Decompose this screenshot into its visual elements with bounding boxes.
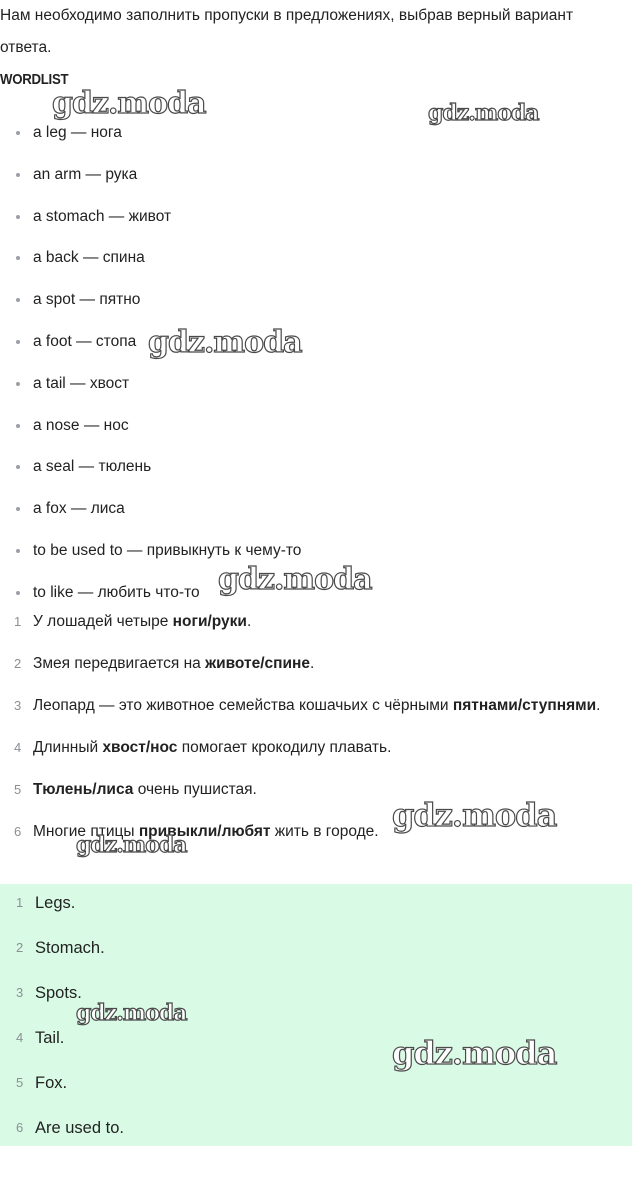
question-number: 4 [14, 740, 22, 755]
question-item: 4 Длинный хвост/нос помогает крокодилу плавать. [0, 731, 620, 765]
answer-options: хвост/нос [102, 739, 178, 756]
answer-options: Тюлень/лиса [33, 781, 134, 798]
answer-number: 6 [16, 1120, 24, 1135]
answer-item: 3 Spots. [0, 980, 620, 1025]
answer-number: 1 [16, 895, 24, 910]
question-item: 1 У лошадей четыре ноги/руки. [0, 605, 620, 639]
bullet-icon [16, 215, 20, 219]
answer-item: 6 Are used to. [0, 1115, 620, 1160]
wordlist-item: a foot — стопа [0, 321, 620, 363]
task-instructions: Нам необходимо заполнить пропуски в предложениях, выбрав верный вариант ответа. [0, 7, 574, 56]
watermark: gdz.moda [148, 325, 302, 360]
question-number: 5 [14, 782, 22, 797]
question-number: 2 [14, 656, 22, 671]
answer-number: 3 [16, 985, 24, 1000]
watermark: gdz.moda [392, 796, 557, 834]
question-item: 5 Тюлень/лиса очень пушистая. [0, 773, 620, 807]
question-number: 6 [14, 824, 22, 839]
question-number: 1 [14, 614, 22, 629]
answer-number: 2 [16, 940, 24, 955]
answer-number: 5 [16, 1075, 24, 1090]
answer-panel [0, 884, 632, 1146]
wordlist-item: a seal — тюлень [0, 446, 620, 488]
bullet-icon [16, 424, 20, 428]
wordlist-item: a fox — лиса [0, 488, 620, 530]
wordlist-item: a nose — нос [0, 405, 620, 447]
bullet-icon [16, 465, 20, 469]
wordlist-item: a spot — пятно [0, 279, 620, 321]
wordlist-item: to be used to — привыкнуть к чему-то [0, 530, 620, 572]
answer-options: животе/спине [205, 655, 311, 672]
question-item: 3 Леопард — это животное семейства кошачьих с чёрными пятнами/ступнями. [0, 689, 620, 723]
question-number: 3 [14, 698, 22, 713]
bullet-icon [16, 173, 20, 177]
answer-item: 1 Legs. [0, 890, 620, 935]
bullet-icon [16, 382, 20, 386]
answer-options: пятнами/ступнями [452, 697, 597, 714]
bullet-icon [16, 131, 20, 135]
question-item: 2 Змея передвигается на животе/спине. [0, 647, 620, 681]
bullet-icon [16, 549, 20, 553]
answer-options: ноги/руки [172, 613, 247, 630]
answer-item: 5 Fox. [0, 1070, 620, 1115]
bullet-icon [16, 256, 20, 260]
bullet-icon [16, 298, 20, 302]
wordlist-item: a leg — нога [0, 112, 620, 154]
watermark: gdz.moda [218, 562, 372, 597]
watermark: gdz.moda [76, 1000, 187, 1026]
bullet-icon [16, 591, 20, 595]
question-item: 6 Многие птицы привыкли/любят жить в городе. [0, 815, 620, 849]
wordlist-item: a tail — хвост [0, 363, 620, 405]
answer-options: привыкли/любят [138, 823, 271, 840]
wordlist [0, 112, 620, 614]
watermark: gdz.moda [76, 832, 187, 858]
wordlist-item: an arm — рука [0, 154, 620, 196]
answer-item: 4 Tail. [0, 1025, 620, 1070]
wordlist-item: to like — любить что-то [0, 572, 620, 614]
bullet-icon [16, 507, 20, 511]
watermark: gdz.moda [392, 1034, 557, 1072]
answer-item: 2 Stomach. [0, 935, 620, 980]
watermark: gdz.moda [428, 100, 539, 126]
exercise-questions [0, 605, 620, 857]
answer-number: 4 [16, 1030, 24, 1045]
wordlist-item: a stomach — живот [0, 196, 620, 238]
wordlist-heading: WORDLIST [0, 71, 69, 88]
wordlist-item: a back — спина [0, 237, 620, 279]
watermark: gdz.moda [52, 86, 206, 121]
answer-list [0, 890, 620, 1160]
bullet-icon [16, 340, 20, 344]
